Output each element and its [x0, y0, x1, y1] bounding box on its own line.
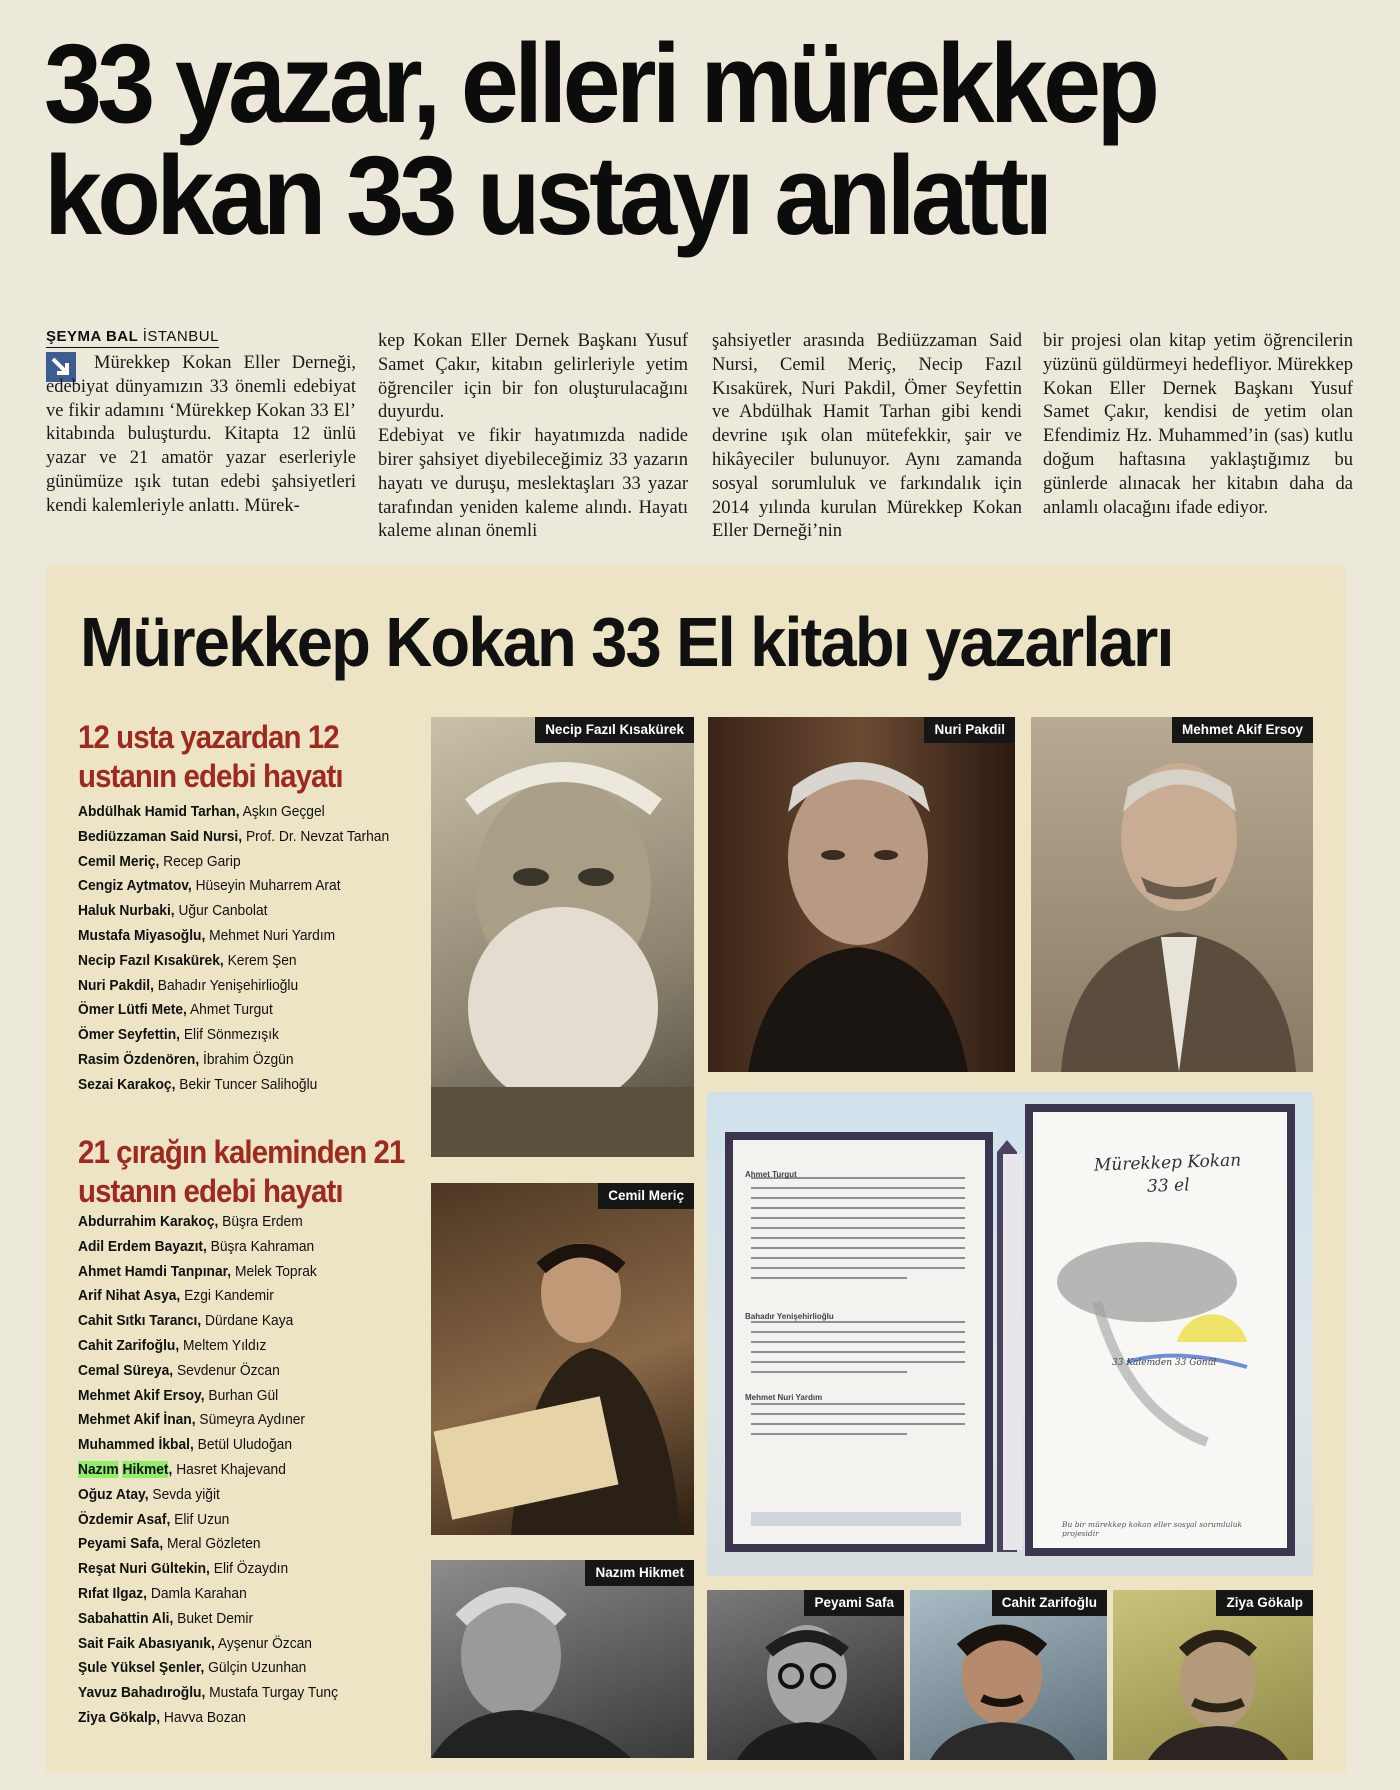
list-item: Bediüzzaman Said Nursi, Prof. Dr. Nevzat Tarhan — [78, 827, 390, 845]
list-item: Adil Erdem Bayazıt, Büşra Kahraman — [78, 1237, 315, 1255]
highlight: Hikmet — [122, 1460, 169, 1478]
list-item: Rasim Özdenören, İbrahim Özgün — [78, 1050, 294, 1068]
headline-line-2: kokan 33 ustayı anlattı — [44, 133, 1049, 258]
list-item: Rıfat Ilgaz, Damla Karahan — [78, 1584, 247, 1602]
list-item: Cahit Zarifoğlu, Meltem Yıldız — [78, 1336, 267, 1354]
list-item: Arif Nihat Asya, Ezgi Kandemir — [78, 1287, 274, 1305]
article-column-4: bir projesi olan kitap yetim öğrencilerin yüzünü güldürmeyi hedefliyor. Mürekkep Kokan Eller Dernek Başkanı Yusuf Samet Çakır, kendisi de yetim olan Efendimiz Hz. Muhammed’in (sas) kutlu doğum haftasına yaklaştığımız bu günlerde alınacak her kitabın daha da anlamlı olacağını ifade ediyor. — [1043, 331, 1353, 518]
list-item: Necip Fazıl Kısakürek, Kerem Şen — [78, 951, 297, 969]
photo-cahit-zarifoglu — [910, 1590, 1107, 1760]
article-column-2-p2: Edebiyat ve fikir hayatımızda nadide birer şahsiyet diyebileceğimiz 33 yazarın hayatı ve duruşu, meslektaşları 33 yazar tarafından yeniden kaleme alındı. Hayatı kaleme alınan önemli — [378, 426, 688, 542]
list-item: Oğuz Atay, Sevda yiğit — [78, 1485, 220, 1503]
photo-caption: Ziya Gökalp — [1216, 1590, 1313, 1616]
list-item: Ahmet Hamdi Tanpınar, Melek Toprak — [78, 1262, 317, 1280]
book-back-author: Bahadır Yenişehirlioğlu — [745, 1312, 834, 1321]
list-item: Muhammed İkbal, Betül Uludoğan — [78, 1436, 293, 1454]
article-column-2-p1: kep Kokan Eller Dernek Başkanı Yusuf Samet Çakır, kitabın gelirleriyle yetim öğrenciler için bir fon oluşturulacağını duyurdu. — [378, 331, 688, 423]
headline-line-1: 33 yazar, elleri mürekkep — [44, 21, 1156, 146]
list-item: Sabahattin Ali, Buket Demir — [78, 1609, 254, 1627]
list-item: Şule Yüksel Şenler, Gülçin Uzunhan — [78, 1659, 307, 1677]
list-item: Abdülhak Hamid Tarhan, Aşkın Geçgel — [78, 803, 325, 820]
photo-caption: Cahit Zarifoğlu — [992, 1590, 1107, 1616]
list-item: Nuri Pakdil, Bahadır Yenişehirlioğlu — [78, 976, 299, 994]
author-list-masters — [78, 800, 389, 1098]
author-list-apprentices — [78, 1210, 338, 1731]
list-item: Yavuz Bahadıroğlu, Mustafa Turgay Tunç — [78, 1684, 339, 1702]
article-column-2 — [378, 330, 688, 544]
byline-city: İSTANBUL — [142, 328, 219, 345]
list-item: Ziya Gökalp, Havva Bozan — [78, 1708, 246, 1726]
list-item: Mustafa Miyasoğlu, Mehmet Nuri Yardım — [78, 926, 336, 944]
photo-caption: Peyami Safa — [804, 1590, 904, 1616]
article-column-1: Mürekkep Kokan Eller Derneği, edebiyat dünyamızın 33 önemli edebiyat ve fikir adamını ‘Mürekkep Kokan 33 El’ kitabında buluşturdu. Kitapta 12 ünlü yazar ve 21 amatör yazar eserleriyle günümüze ışık tutan edebi şahsiyetleri kendi kalemleriyle anlattı. Mürek- — [46, 353, 356, 516]
list-item: Ömer Lütfi Mete, Ahmet Turgut — [78, 1001, 273, 1019]
list-item: Ömer Seyfettin, Elif Sönmezışık — [78, 1026, 279, 1044]
list-item: Cemil Meriç, Recep Garip — [78, 852, 241, 870]
list-item: Reşat Nuri Gültekin, Elif Özaydın — [78, 1560, 289, 1578]
byline-name: ŞEYMA BAL — [46, 328, 139, 345]
photo-mehmet-akif — [1031, 717, 1313, 1072]
list-item: Özdemir Asaf, Elif Uzun — [78, 1510, 230, 1528]
byline — [46, 328, 219, 348]
list-item: Abdurrahim Karakoç, Büşra Erdem — [78, 1213, 303, 1230]
photo-caption: Cemil Meriç — [598, 1183, 694, 1209]
list-item: Mehmet Akif Ersoy, Burhan Gül — [78, 1386, 279, 1404]
photo-necip-fazil — [431, 717, 694, 1157]
section-title-apprentices: 21 çırağın kaleminden 21 ustanın edebi hayatı — [78, 1134, 405, 1209]
list-item: Cahit Sıtkı Tarancı, Dürdane Kaya — [78, 1312, 294, 1330]
book-title-line-2: 33 el — [1146, 1175, 1190, 1197]
book-cover-title — [1087, 1149, 1249, 1201]
book-title-line-1: Mürekkep Kokan — [1093, 1150, 1242, 1176]
list-item: Nazım Hikmet, Hasret Khajevand — [78, 1460, 286, 1478]
highlight: Nazım — [78, 1460, 119, 1478]
feature-box-title: Mürekkep Kokan 33 El kitabı yazarları — [80, 603, 1173, 681]
book-back-author: Mehmet Nuri Yardım — [745, 1393, 823, 1402]
headline — [44, 21, 1281, 258]
photo-nazim-hikmet — [431, 1560, 694, 1758]
photo-peyami-safa — [707, 1590, 904, 1760]
list-item: Sezai Karakoç, Bekir Tuncer Salihoğlu — [78, 1075, 318, 1093]
list-item: Mehmet Akif İnan, Sümeyra Aydıner — [78, 1411, 306, 1429]
photo-caption: Mehmet Akif Ersoy — [1172, 717, 1313, 743]
section-title-masters: 12 usta yazardan 12 ustanın edebi hayatı — [78, 719, 343, 794]
list-item: Haluk Nurbaki, Uğur Canbolat — [78, 902, 268, 920]
book-cover-subtitle: 33 Kalemden 33 Gönül — [1112, 1358, 1217, 1368]
photo-caption: Nazım Hikmet — [585, 1560, 694, 1586]
photo-cemil-meric — [431, 1183, 694, 1535]
list-item: Cengiz Aytmatov, Hüseyin Muharrem Arat — [78, 877, 341, 895]
book-back-author: Ahmet Turgut — [745, 1170, 797, 1179]
list-item: Sait Faik Abasıyanık, Ayşenur Özcan — [78, 1634, 312, 1652]
book-cover-footer: Bu bir mürekkep kokan eller sosyal sorumluluk projesidir — [1062, 1520, 1243, 1538]
list-item: Peyami Safa, Meral Gözleten — [78, 1535, 261, 1553]
photo-ziya-gokalp — [1113, 1590, 1313, 1760]
article-column-3: şahsiyetler arasında Bediüzzaman Said Nursi, Cemil Meriç, Necip Fazıl Kısakürek, Nuri Pakdil, Ömer Seyfettin ve Abdülhak Hamit Tarhan gibi kendi devrine ışık olan mütefekkir, şair ve hikâyeciler bulunuyor. Aynı zamanda sosyal sorumluluk ve farkındalık için 2014 yılında kurulan Mürekkep Kokan Eller Derneği’nin — [712, 331, 1022, 542]
list-item: Cemal Süreya, Sevdenur Özcan — [78, 1361, 280, 1379]
photo-caption: Nuri Pakdil — [924, 717, 1015, 743]
photo-nuri-pakdil — [708, 717, 1015, 1072]
photo-caption: Necip Fazıl Kısakürek — [535, 717, 694, 743]
